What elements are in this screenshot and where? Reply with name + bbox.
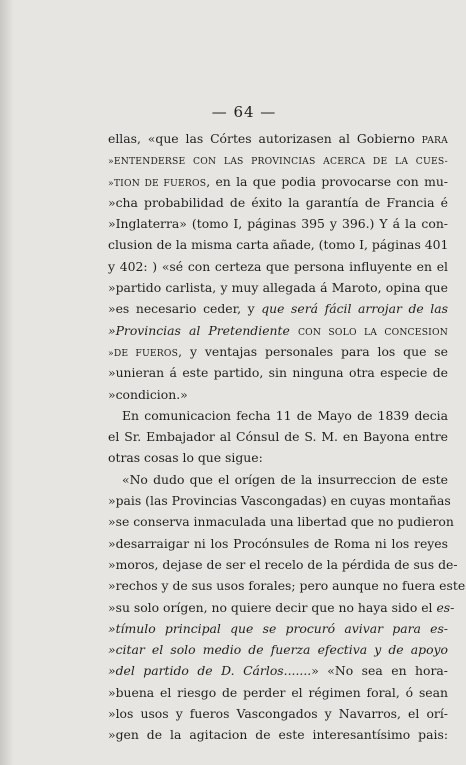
text-run: »desarraigar ni los Procónsules de Roma ni los reyes xyxy=(108,535,448,551)
text-run: »su solo orígen, no quiere decir que no haya sido el xyxy=(108,599,437,615)
text-run: »gen de la agitacion de este interesantísimo pais: xyxy=(108,727,448,743)
italic-run: es- xyxy=(436,599,455,615)
text-line xyxy=(108,149,448,170)
text-run: » «No sea en hora- xyxy=(311,663,448,679)
text-line xyxy=(108,511,454,532)
text-line xyxy=(108,597,455,618)
text-line xyxy=(108,234,448,255)
text-run: »buena el riesgo de perder el régimen foral, ó sean xyxy=(108,684,448,700)
text-run: »los usos y fueros Vascongados y Navarros, el orí- xyxy=(108,706,448,722)
text-run: »unieran á este partido, sin ninguna otra especie de xyxy=(108,365,448,381)
italic-run: »tímulo principal que se procuró avivar para es- xyxy=(108,620,448,636)
text-line xyxy=(108,554,458,575)
text-line xyxy=(108,384,448,405)
text-run: »Inglaterra» (tomo I, páginas 395 y 396.) Y á la con- xyxy=(108,216,448,232)
italic-run: »del partido de D. Cárlos....... xyxy=(108,663,312,679)
text-line xyxy=(108,533,448,554)
text-line xyxy=(108,405,448,426)
text-run: »es necesario ceder, y xyxy=(108,301,262,317)
text-line xyxy=(108,128,448,149)
text-line xyxy=(108,575,466,596)
small-caps-run: CON SOLO LA CONCESION xyxy=(297,326,448,338)
text-run: »partido carlista, y muy allegada á Maroto, opina que xyxy=(108,280,448,296)
small-caps-run: »ENTENDERSE CON LAS PROVINCIAS ACERCA DE LA CUES- xyxy=(108,156,448,168)
text-line xyxy=(108,703,448,724)
text-line xyxy=(108,298,448,319)
text-run: el Sr. Embajador al Cónsul de S. M. en Bayona entre xyxy=(108,429,448,445)
text-line xyxy=(108,213,448,234)
text-line xyxy=(108,426,448,447)
small-caps-run: »TION DE FUEROS xyxy=(108,177,207,189)
text-line xyxy=(108,277,448,298)
small-caps-run: »DE FUEROS xyxy=(108,347,179,359)
text-line xyxy=(108,171,448,192)
text-line xyxy=(108,682,448,703)
text-run: otras cosas lo que sigue: xyxy=(108,450,263,466)
text-line xyxy=(108,469,448,490)
text-run: ellas, «que las Córtes autorizasen al Gobierno xyxy=(108,131,422,146)
small-caps-run: PARA xyxy=(421,135,448,146)
page-number: — 64 — xyxy=(211,103,277,121)
text-run: »moros, dejase de ser el recelo de la pérdida de sus de- xyxy=(108,556,458,572)
text-run: y 402: ) «sé con certeza que persona influyente en el xyxy=(108,258,448,274)
text-run: »rechos y de sus usos forales; pero aunque no fuera este xyxy=(108,578,466,594)
text-line xyxy=(108,447,448,468)
body-text xyxy=(108,128,466,746)
text-run: »pais (las Provincias Vascongadas) en cuyas montañas xyxy=(108,493,451,509)
text-run: clusion de la misma carta añade, (tomo I, páginas 401 xyxy=(108,237,449,253)
text-line xyxy=(108,618,448,639)
text-run: »condicion.» xyxy=(108,386,188,402)
italic-run: »citar el solo medio de fuerza efectiva y de apoyo xyxy=(108,642,448,658)
text-run: , y ventajas personales para los que se xyxy=(178,343,448,359)
text-line xyxy=(108,490,451,511)
text-run xyxy=(290,323,298,338)
text-run: «No dudo que el orígen de la insurreccion de este xyxy=(122,471,448,487)
text-line xyxy=(108,724,448,745)
italic-run: que será fácil arrojar de las xyxy=(261,301,448,317)
text-line xyxy=(108,256,448,277)
text-line xyxy=(108,192,448,213)
text-run: »cha probabilidad de éxito la garantía de Francia é xyxy=(108,194,448,210)
text-run: »se conserva inmaculada una libertad que no pudieron xyxy=(108,514,454,530)
text-line xyxy=(108,320,448,341)
text-line xyxy=(108,341,448,362)
text-line xyxy=(108,660,448,681)
text-line xyxy=(108,639,448,660)
text-run: En comunicacion fecha 11 de Mayo de 1839 decia xyxy=(122,407,448,423)
italic-run: »Provincias al Pretendiente xyxy=(108,322,290,338)
text-line xyxy=(108,362,448,383)
text-run: , en la que podia provocarse con mu- xyxy=(206,173,448,189)
